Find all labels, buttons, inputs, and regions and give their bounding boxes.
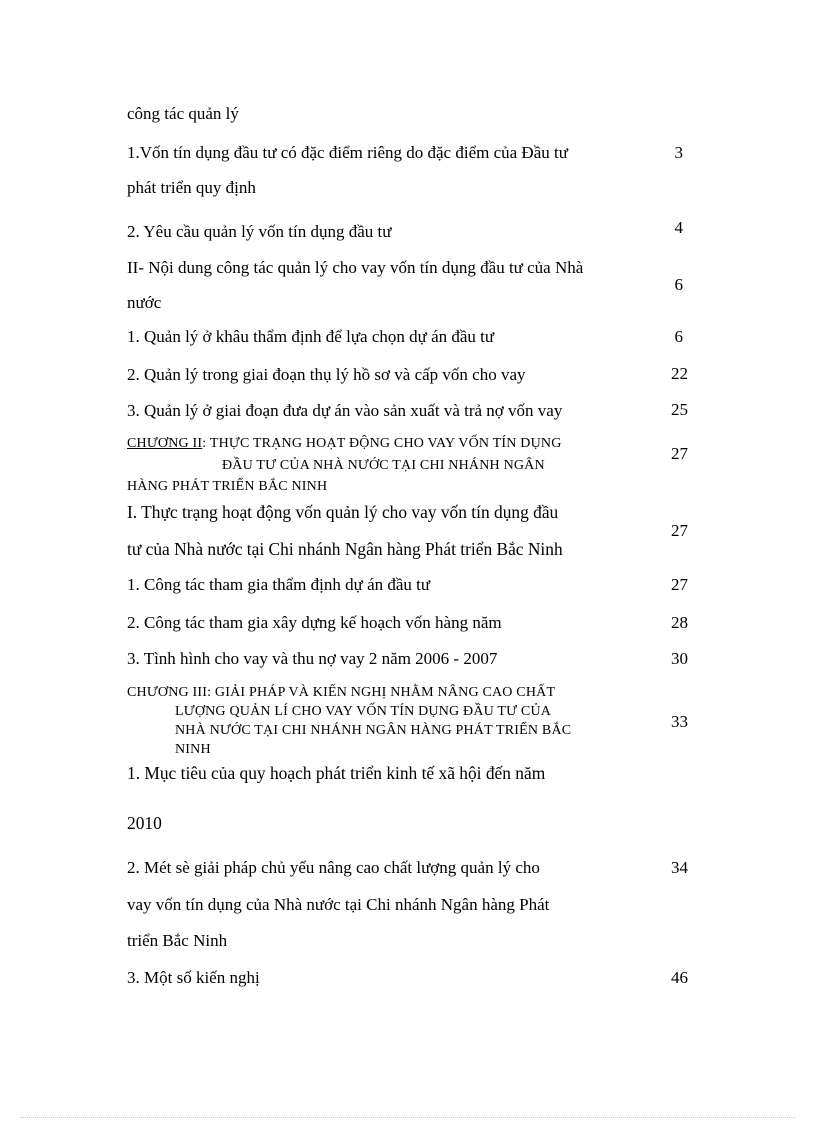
- chapter-2-label: CHƯƠNG II: [127, 436, 203, 451]
- toc-entry-text: 1. Mục tiêu của quy hoạch phát triển kinh tế xã hội đến năm: [127, 763, 546, 783]
- toc-entry-text: triển Bắc Ninh: [127, 931, 228, 950]
- page-bottom-divider: [20, 1117, 796, 1118]
- toc-page-number: 27: [671, 575, 688, 594]
- toc-entry-text: I. Thực trạng hoạt động vốn quản lý cho vay vốn tín dụng đầu: [127, 502, 559, 522]
- chapter-3-title-line-2: LƯỢNG QUẢN LÍ CHO VAY VỐN TÍN DỤNG ĐẦU TƯ CỦA: [175, 704, 552, 719]
- chapter-3-title-line-4: NINH: [175, 742, 211, 757]
- toc-page-number: 46: [671, 968, 688, 987]
- toc-entry-text: 2. Yêu cầu quản lý vốn tín dụng đầu tư: [127, 222, 392, 241]
- toc-entry-text: 3. Tình hình cho vay và thu nợ vay 2 năm 2006 - 2007: [127, 649, 498, 668]
- toc-page-number: 27: [671, 521, 688, 540]
- chapter-2-title-line-3: HÀNG PHÁT TRIỂN BẮC NINH: [127, 479, 328, 494]
- chapter-2-title-line-1: : THỰC TRẠNG HOẠT ĐỘNG CHO VAY VỐN TÍN DỤNG: [202, 436, 562, 451]
- toc-page-number: 27: [671, 444, 688, 463]
- toc-entry-text: tư của Nhà nước tại Chi nhánh Ngân hàng Phát triển Bắc Ninh: [127, 539, 563, 559]
- toc-page-number: 4: [674, 218, 683, 237]
- toc-entry-text: 1.Vốn tín dụng đầu tư có đặc điểm riêng do đặc điểm của Đầu tư: [127, 143, 568, 162]
- toc-page-number: 28: [671, 613, 688, 632]
- toc-page-number: 3: [674, 143, 683, 162]
- toc-page-number: 6: [674, 327, 683, 346]
- toc-entry-text: 2. Mét sè giải pháp chủ yếu nâng cao chất lượng quản lý cho: [127, 858, 540, 877]
- toc-page-number: 6: [674, 275, 683, 294]
- toc-page-number: 34: [671, 858, 688, 877]
- toc-entry-text: 2. Công tác tham gia xây dựng kế hoạch vốn hàng năm: [127, 613, 502, 632]
- toc-entry-text: 2010: [127, 813, 162, 833]
- toc-entry-text: 2. Quản lý trong giai đoạn thụ lý hồ sơ và cấp vốn cho vay: [127, 365, 526, 384]
- chapter-3-title-line-1: CHƯƠNG III: GIẢI PHÁP VÀ KIẾN NGHỊ NHẰM NÂNG CAO CHẤT: [127, 685, 556, 700]
- chapter-2-title-line-2: ĐẦU TƯ CỦA NHÀ NƯỚC TẠI CHI NHÁNH NGÂN: [222, 458, 545, 473]
- toc-page-number: 33: [671, 712, 688, 731]
- toc-page-number: 30: [671, 649, 688, 668]
- toc-page-number: 25: [671, 400, 688, 419]
- toc-intro-line: công tác quản lý: [127, 104, 239, 123]
- toc-entry-text: nước: [127, 293, 162, 312]
- chapter-2-heading: [127, 436, 562, 451]
- toc-entry-text: 1. Công tác tham gia thẩm định dự án đầu tư: [127, 575, 431, 594]
- toc-entry-text: phát triển quy định: [127, 178, 256, 197]
- toc-entry-text: II- Nội dung công tác quản lý cho vay vốn tín dụng đầu tư của Nhà: [127, 258, 584, 277]
- toc-page-number: 22: [671, 364, 688, 383]
- toc-entry-text: 3. Một số kiến nghị: [127, 968, 260, 987]
- toc-entry-text: 1. Quản lý ở khâu thẩm định để lựa chọn dự án đầu tư: [127, 327, 495, 346]
- chapter-3-title-line-3: NHÀ NƯỚC TẠI CHI NHÁNH NGÂN HÀNG PHÁT TRIỂN BẮC: [175, 723, 572, 738]
- toc-entry-text: 3. Quản lý ở giai đoạn đưa dự án vào sản xuất và trả nợ vốn vay: [127, 401, 563, 420]
- toc-entry-text: vay vốn tín dụng của Nhà nước tại Chi nhánh Ngân hàng Phát: [127, 895, 550, 914]
